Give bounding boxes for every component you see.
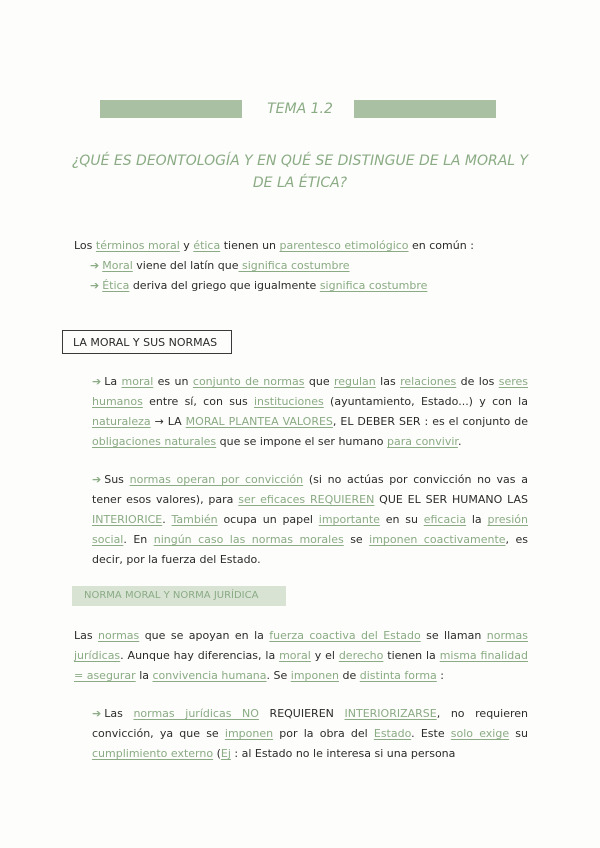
section2-paragraph: Las normas que se apoyan en la fuerza coactiva del Estado se llaman normas jurídicas. Aunque hay diferencias, la moral y el derecho tienen la misma finalidad = asegurar la convivencia humana. Se imponen de distinta forma : — [74, 629, 528, 682]
page-title: TEMA 1.2 — [267, 101, 333, 117]
intro-bullet-1: ➔ Moral viene del latín que significa costumbre — [90, 259, 350, 272]
arrow-icon: ➔ — [92, 473, 102, 486]
section2-bullet: ➔ Las normas jurídicas NO REQUIEREN INTERIORIZARSE, no requieren convicción, ya que se imponen por la obra del Estado. Este solo exige su cumplimiento externo (Ej : al Estado no le interesa si una persona — [92, 707, 529, 760]
title-bar-left — [100, 100, 242, 118]
arrow-icon: ➔ — [92, 707, 102, 720]
section1-bullet-2: ➔ Sus normas operan por convicción (si no actúas por convicción no vas a tener esos valores), para ser eficaces REQUIEREN QUE EL SER HUMANO LAS INTERIORICE. También ocupa un papel importante en su eficacia la presión social. En ningún caso las normas morales se imponen coactivamente, es decir, por la fuerza del Estado. — [92, 473, 528, 566]
section-heading-moral: LA MORAL Y SUS NORMAS — [62, 330, 232, 354]
intro-bullet-2: ➔ Ética deriva del griego que igualmente significa costumbre — [90, 279, 428, 292]
section1-bullet-1: ➔ La moral es un conjunto de normas que regulan las relaciones de los seres humanos entre sí, con sus instituciones (ayuntamiento, Estado...) y con la naturaleza → LA MORAL PLANTEA VALORES, EL DEBER SER : es el conjunto de obligaciones naturales que se impone el ser humano para convivir. — [92, 375, 528, 448]
intro-paragraph: Los términos moral y ética tienen un parentesco etimológico en común : — [74, 239, 474, 252]
title-bar-right — [354, 100, 496, 118]
main-question: ¿QUÉ ES DEONTOLOGÍA Y EN QUÉ SE DISTINGUE DE LA MORAL Y DE LA ÉTICA? — [71, 153, 529, 191]
arrow-icon: ➔ — [90, 279, 100, 292]
section-heading-norma: NORMA MORAL Y NORMA JURÍDICA — [72, 586, 286, 606]
arrow-icon: ➔ — [92, 375, 102, 388]
arrow-icon: ➔ — [90, 259, 100, 272]
